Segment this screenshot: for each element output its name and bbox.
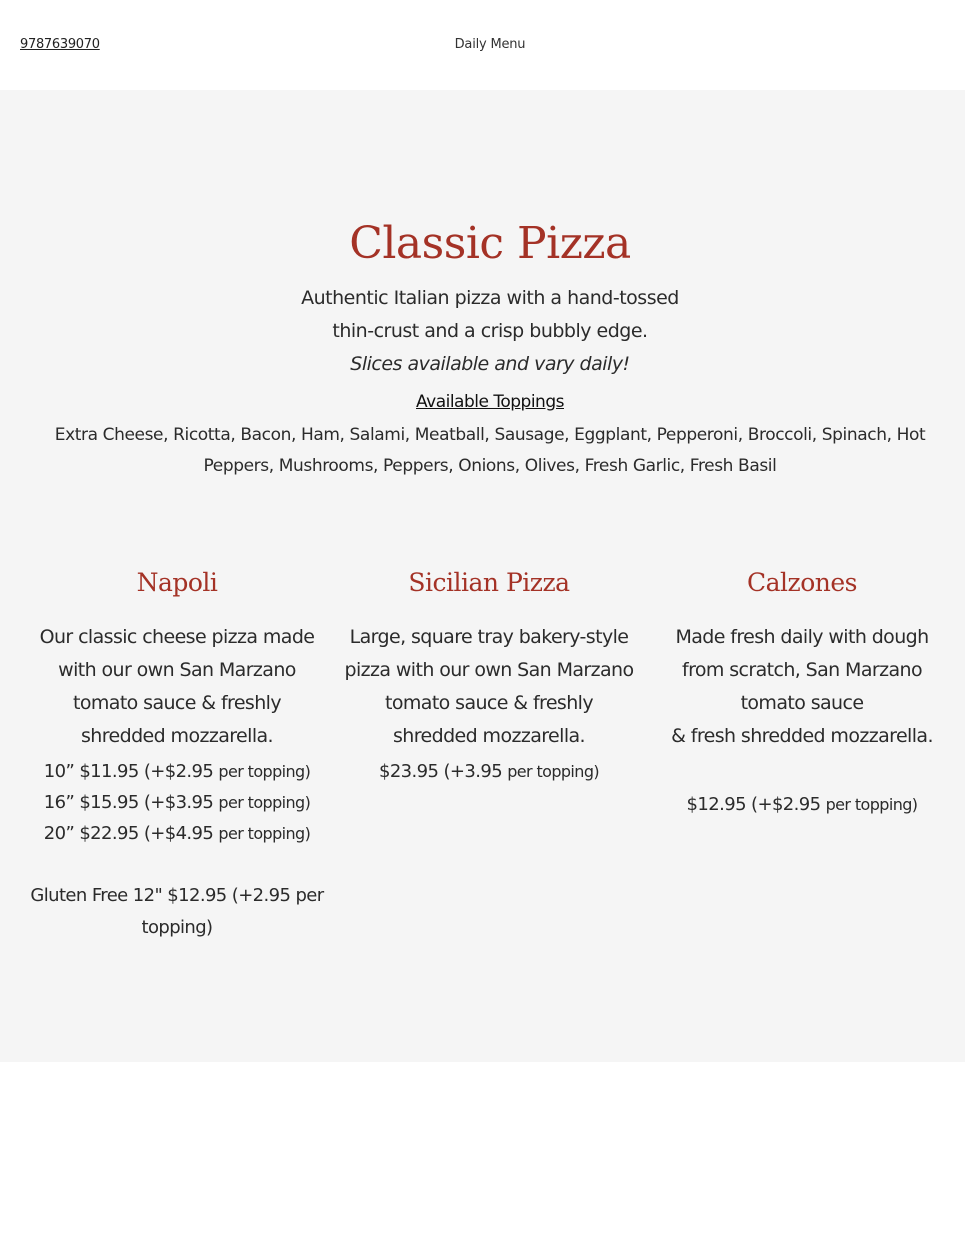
calzones-description: Made fresh daily with dough from scratch, San Marzano tomato sauce [675, 626, 929, 714]
price-unit: per topping) [218, 824, 311, 843]
sicilian-column [344, 565, 634, 787]
napoli-gluten-free-price: Gluten Free 12" $12.95 (+2.95 per topping) [30, 885, 324, 938]
sicilian-title: Sicilian Pizza [408, 568, 570, 597]
menu-section [0, 90, 965, 1062]
price-main: 10” $11.95 (+$2.95 [43, 761, 219, 782]
price-unit: per topping) [218, 793, 311, 812]
napoli-title: Napoli [136, 568, 218, 597]
intro-line-3: Slices available and vary daily! [350, 353, 630, 375]
intro-line-2: thin-crust and a crisp bubbly edge. [332, 320, 648, 342]
sicilian-description: Large, square tray bakery-style pizza with our own San Marzano tomato sauce & freshly shredded mozzarella. [344, 626, 634, 747]
price-unit: per topping) [507, 762, 600, 781]
calzones-price [656, 789, 948, 820]
toppings-heading: Available Toppings [416, 392, 564, 412]
napoli-price-10 [30, 756, 324, 787]
napoli-description: Our classic cheese pizza made with our own San Marzano tomato sauce & freshly shredded mozzarella. [39, 626, 315, 747]
site-header [0, 0, 965, 90]
napoli-column [30, 565, 324, 944]
price-unit: per topping) [218, 762, 311, 781]
price-main: $12.95 (+$2.95 [686, 794, 826, 815]
napoli-price-16 [30, 787, 324, 818]
napoli-price-20 [30, 818, 324, 849]
price-unit: per topping) [825, 795, 918, 814]
phone-link[interactable]: 9787639070 [20, 37, 100, 52]
sicilian-price [344, 756, 634, 787]
calzones-column [656, 565, 948, 820]
calzones-title: Calzones [747, 568, 857, 597]
nav-daily-menu[interactable]: Daily Menu [454, 37, 526, 52]
page-title: Classic Pizza [349, 218, 631, 269]
intro-line-1: Authentic Italian pizza with a hand-tossed [301, 287, 679, 309]
toppings-list: Extra Cheese, Ricotta, Bacon, Ham, Salami, Meatball, Sausage, Eggplant, Pepperoni, Broccoli, Spinach, Hot Peppers, Mushrooms, Peppers, Onions, Olives, Fresh Garlic, Fresh Basil [54, 425, 926, 476]
price-main: $23.95 (+3.95 [378, 761, 508, 782]
price-main: 16” $15.95 (+$3.95 [43, 792, 219, 813]
calzones-description-2: & fresh shredded mozzarella. [671, 725, 933, 747]
page-footer-space [0, 1062, 965, 1250]
price-main: 20” $22.95 (+$4.95 [43, 823, 219, 844]
